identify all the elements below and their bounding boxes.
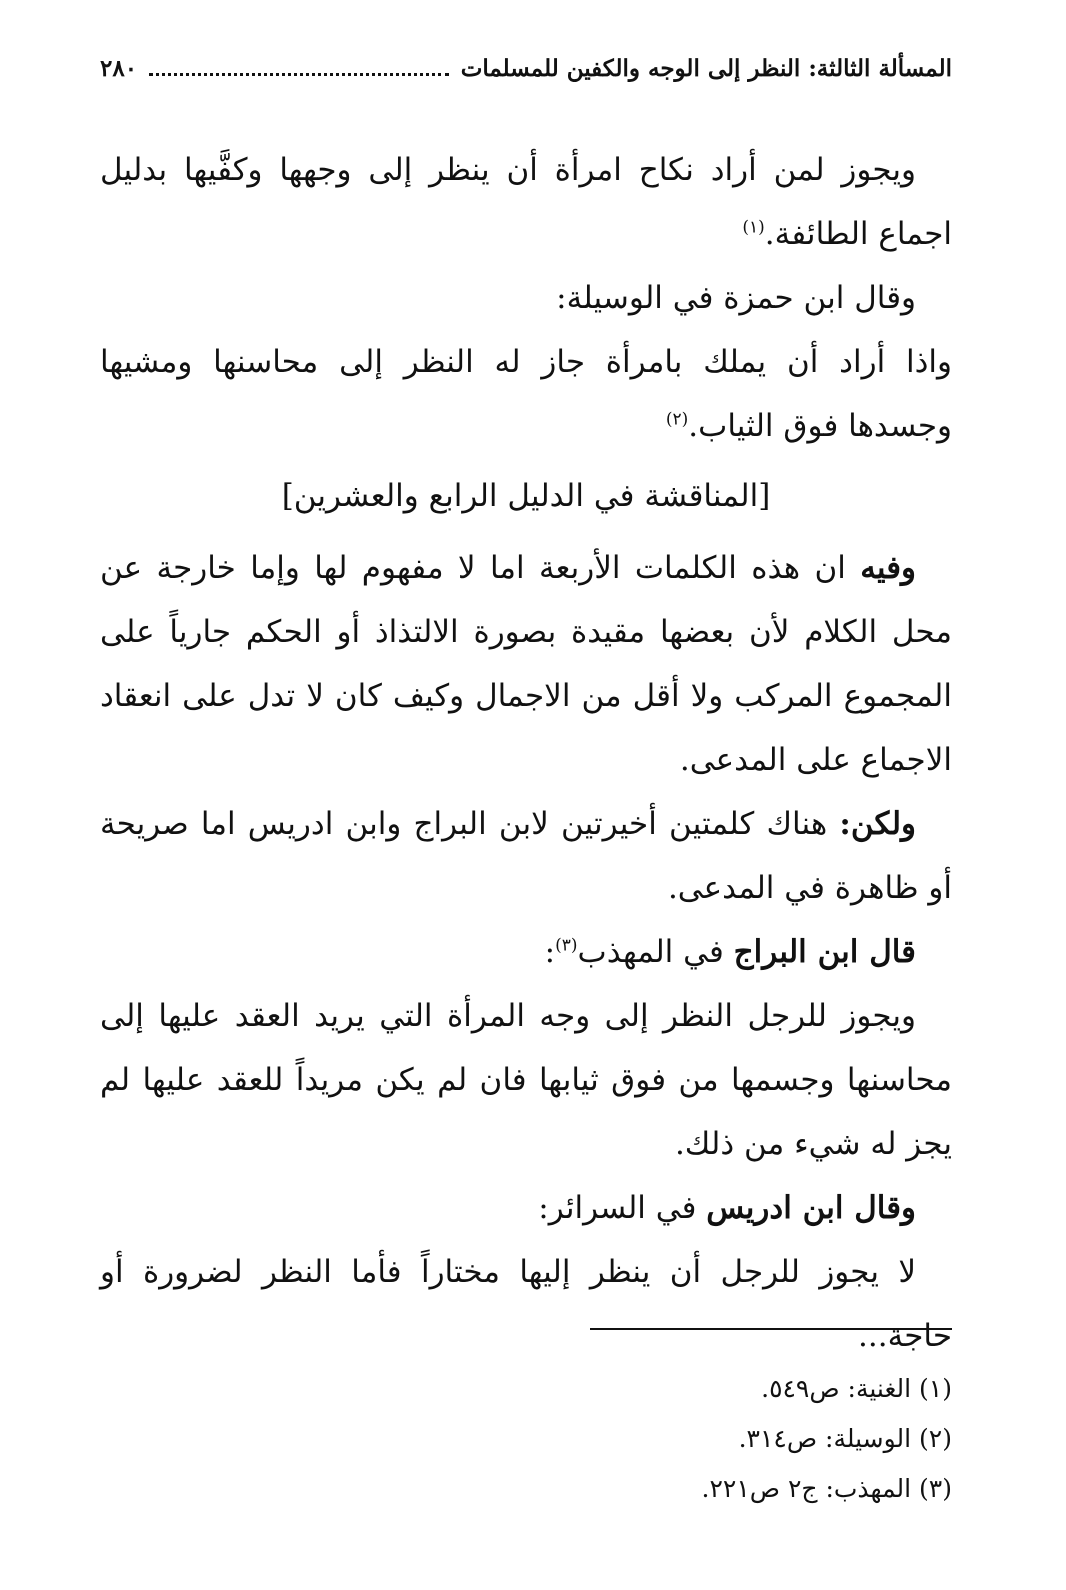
paragraph-2-text: وقال ابن حمزة في الوسيلة:	[556, 280, 916, 316]
paragraph-8	[100, 1176, 952, 1240]
paragraph-5	[100, 792, 952, 920]
quote-1-text: واذا أراد أن يملك بامرأة جاز له النظر إلى محاسنها ومشيها وجسدها فوق الثياب.	[100, 344, 952, 444]
footnote-3: (٣) المهذب: ج٢ ص٢٢١.	[701, 1474, 952, 1503]
paragraph-1	[100, 138, 952, 266]
quote-2-text: ويجوز للرجل النظر إلى وجه المرأة التي يريد العقد عليها إلى محاسنها وجسمها من فوق ثيابها فان لم يكن مريداً للعقد عليها لم يجز له شيء من ذلك.	[100, 998, 952, 1162]
quote-1	[100, 330, 952, 458]
main-text	[100, 138, 952, 1368]
paragraph-6-lead: قال ابن البراج	[733, 934, 916, 970]
footnote-2: (٢) الوسيلة: ص٣١٤.	[738, 1424, 952, 1453]
footnote-1: (١) الغنية: ص٥٤٩.	[761, 1374, 952, 1403]
section-heading	[100, 464, 952, 528]
paragraph-5-text: هناك كلمتين أخيرتين لابن البراج وابن ادريس اما صريحة أو ظاهرة في المدعى.	[100, 806, 952, 906]
footnote-ref-3: (٣)	[555, 935, 578, 956]
paragraph-1-text: ويجوز لمن أراد نكاح امرأة أن ينظر إلى وجهها وكفَّيها بدليل اجماع الطائفة.	[100, 152, 952, 252]
footnote-ref-1: (١)	[742, 217, 765, 238]
paragraph-6	[100, 920, 952, 984]
header-title: المسألة الثالثة: النظر إلى الوجه والكفين للمسلمات	[460, 54, 952, 82]
footnotes	[100, 1364, 952, 1514]
quote-3-text: لا يجوز للرجل أن ينظر إليها مختاراً فأما النظر لضرورة أو حاجة...	[100, 1254, 952, 1354]
footnote-separator	[590, 1328, 952, 1330]
paragraph-8-lead: وقال ابن ادريس	[706, 1190, 916, 1226]
paragraph-6-text: في المهذب	[577, 934, 734, 970]
paragraph-5-lead: ولكن:	[839, 806, 916, 842]
footnote-ref-2: (٢)	[665, 409, 689, 430]
paragraph-4	[100, 536, 952, 792]
paragraph-8-text: في السرائر:	[538, 1190, 707, 1226]
header-leader-dots	[149, 73, 449, 76]
running-header	[100, 46, 952, 90]
paragraph-4-text: ان هذه الكلمات الأربعة اما لا مفهوم لها وإما خارجة عن محل الكلام لأن بعضها مقيدة بصورة الالتذاذ أو الحكم جارياً على المجموع المركب ولا أقل من الاجمال وكيف كان لا تدل على انعقاد الاجماع على المدعى.	[100, 550, 952, 778]
paragraph-2	[100, 266, 952, 330]
paragraph-6-colon: :	[544, 934, 556, 970]
quote-2	[100, 984, 952, 1176]
paragraph-4-lead: وفيه	[860, 550, 916, 586]
section-heading-text: [المناقشة في الدليل الرابع والعشرين]	[281, 478, 771, 514]
page-number: ٢٨٠	[100, 54, 138, 82]
quote-3	[100, 1240, 952, 1368]
